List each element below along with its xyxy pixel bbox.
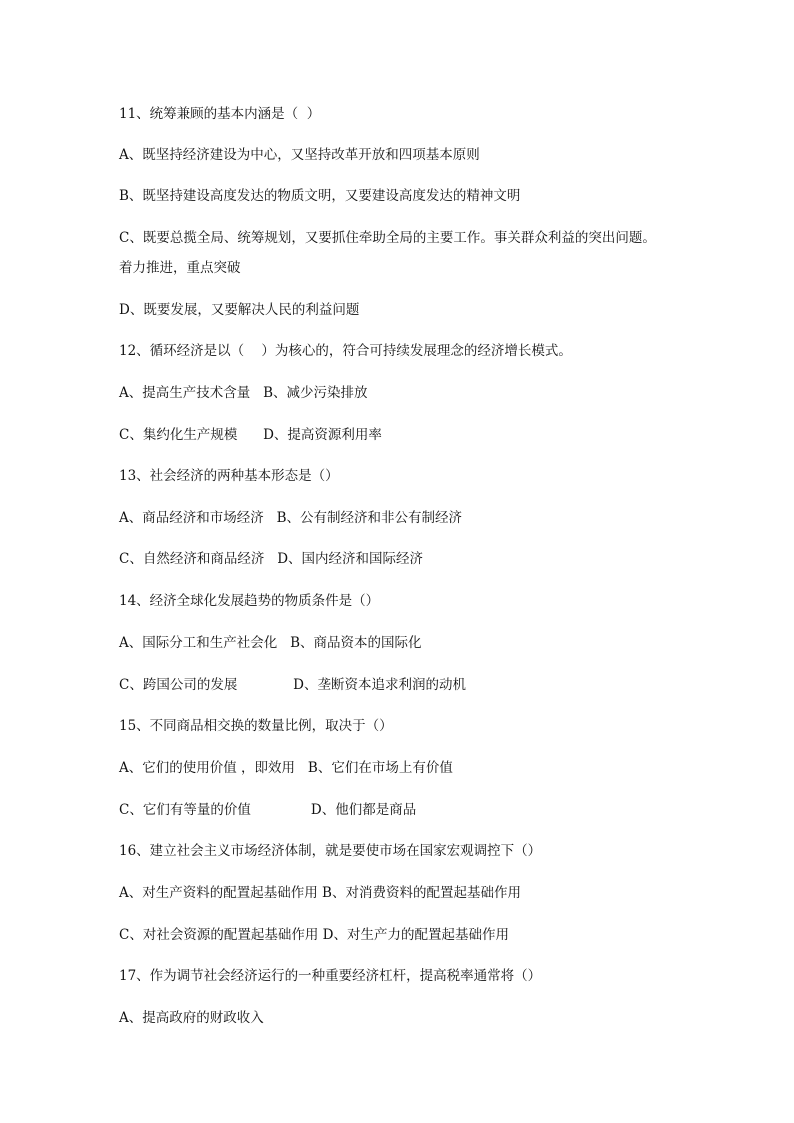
question-14: 14、经济全球化发展趋势的物质条件是（） [119,593,380,609]
question-12: 12、循环经济是以（ ）为核心的，符合可持续发展理念的经济增长模式。 [119,343,572,359]
question-12-options-ab: A、提高生产技术含量 B、减少污染排放 [119,385,368,401]
question-17-option-a: A、提高政府的财政收入 [119,1010,264,1026]
question-13-options-ab: A、商品经济和市场经济 B、公有制经济和非公有制经济 [119,510,463,526]
question-14-options-cd: C、跨国公司的发展 D、垄断资本追求利润的动机 [119,677,466,693]
question-11-option-c: C、既要总揽全局、统筹规划，又要抓住牵助全局的主要工作。事关群众利益的突出问题。 [119,230,656,246]
question-16-options-ab: A、对生产资料的配置起基础作用 B、对消费资料的配置起基础作用 [119,885,521,901]
question-14-options-ab: A、国际分工和生产社会化 B、商品资本的国际化 [119,635,422,651]
question-16: 16、建立社会主义市场经济体制，就是要使市场在国家宏观调控下（） [119,843,542,859]
question-15: 15、不同商品相交换的数量比例，取决于（） [119,718,393,734]
question-11-option-b: B、既坚持建设高度发达的物质文明，又要建设高度发达的精神文明 [119,188,521,204]
question-13-options-cd: C、自然经济和商品经济 D、国内经济和国际经济 [119,551,424,567]
question-17: 17、作为调节社会经济运行的一种重要经济杠杆，提高税率通常将（） [119,968,542,984]
question-11-option-a: A、既坚持经济建设为中心，又坚持改革开放和四项基本原则 [119,147,480,163]
question-16-options-cd: C、对社会资源的配置起基础作用 D、对生产力的配置起基础作用 [119,927,509,943]
question-15-options-cd: C、它们有等量的价值 D、他们都是商品 [119,802,417,818]
question-11-option-d: D、既要发展，又要解决人民的利益问题 [119,302,360,318]
question-13: 13、社会经济的两种基本形态是（） [119,468,339,484]
question-11-option-c-continued: 着力推进，重点突破 [119,260,241,276]
question-15-options-ab: A、它们的使用价值 ，即效用 B、它们在市场上有价值 [119,760,453,776]
question-12-options-cd: C、集约化生产规模 D、提高资源利用率 [119,427,382,443]
question-11: 11、统筹兼顾的基本内涵是（ ） [119,106,321,122]
